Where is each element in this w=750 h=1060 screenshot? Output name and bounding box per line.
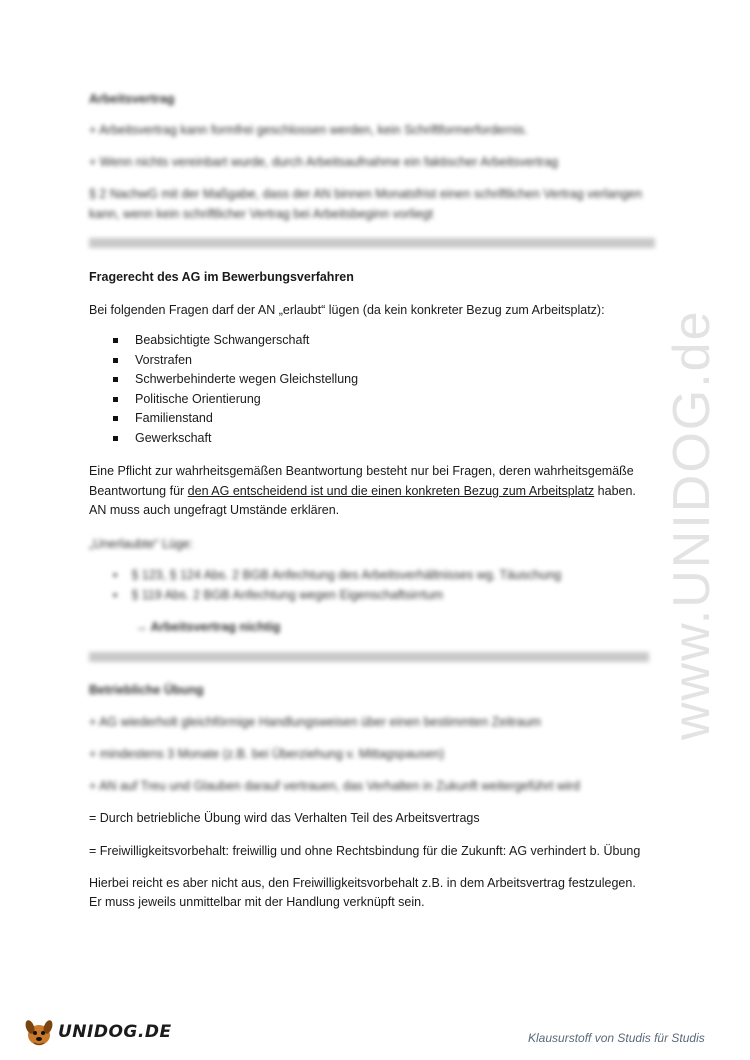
list-item: Beabsichtigte Schwangerschaft [113, 331, 358, 351]
square-bullet-icon [113, 358, 118, 363]
square-bullet-icon [113, 338, 118, 343]
blurred-list-item: ▪ § 119 Abs. 2 BGB Anfechtung wegen Eigenschaftsirrtum [113, 588, 444, 602]
list-item: Vorstrafen [113, 351, 358, 371]
list-item: Politische Orientierung [113, 390, 358, 410]
underlined-text: den AG entscheidend ist und die einen konkreten Bezug zum Arbeitsplatz [187, 484, 595, 498]
blurred-list-item: ▪ § 123, § 124 Abs. 2 BGB Anfechtung des Arbeitsverhältnisses wg. Täuschung [113, 568, 562, 582]
paragraph-line: Beantwortung für den AG entscheidend ist und die einen konkreten Bezug zum Arbeitsplatz haben. [89, 484, 636, 498]
conclusion-line: = Freiwilligkeitsvorbehalt: freiwillig und ohne Rechtsbindung für die Zukunft: AG verhindert b. Übung [89, 844, 641, 858]
footer-tagline: Klausurstoff von Studis für Studis [528, 1031, 705, 1045]
blurred-line: + AN auf Treu und Glauben darauf vertrauen, das Verhalten in Zukunft weitergeführt wird [89, 779, 580, 793]
paragraph-line: Hierbei reicht es aber nicht aus, den Freiwilligkeitsvorbehalt z.B. in dem Arbeitsvertrag festzulegen. [89, 876, 636, 890]
footer-logo [22, 1012, 172, 1052]
square-bullet-icon [113, 397, 118, 402]
watermark-text: www.UNIDOG.de [663, 309, 721, 740]
logo-text: UNIDOG.DE [58, 1022, 172, 1042]
blurred-heading: „Unerlaubte“ Lüge: [89, 537, 194, 551]
conclusion-line: = Durch betriebliche Übung wird das Verhalten Teil des Arbeitsvertrags [89, 811, 480, 825]
paragraph-line: AN muss auch ungefragt Umstände erklären. [89, 503, 340, 517]
paragraph-line: Er muss jeweils unmittelbar mit der Handlung verknüpft sein. [89, 895, 425, 909]
blurred-result: → Arbeitsvertrag nichtig [135, 620, 281, 634]
section-heading-fragerecht: Fragerecht des AG im Bewerbungsverfahren [89, 270, 354, 284]
blurred-line: + AG wiederholt gleichförmige Handlungsweisen über einen bestimmten Zeitraum [89, 715, 541, 729]
list-item: Familienstand [113, 409, 358, 429]
blurred-line: + mindestens 3 Monate (z.B. bei Überziehung v. Mittagspausen) [89, 747, 445, 761]
intro-text: Bei folgenden Fragen darf der AN „erlaubt“ lügen (da kein konkreter Bezug zum Arbeitsplatz): [89, 303, 605, 317]
list-item: Schwerbehinderte wegen Gleichstellung [113, 370, 358, 390]
blurred-line: + Wenn nichts vereinbart wurde, durch Arbeitsaufnahme ein faktischer Arbeitsvertrag [89, 155, 559, 169]
blurred-line: kann, wenn kein schriftlicher Vertrag bei Arbeitsbeginn vorliegt [89, 207, 433, 221]
question-list [113, 331, 358, 449]
section-heading-betriebliche-uebung: Betriebliche Übung [89, 683, 204, 697]
square-bullet-icon [113, 377, 118, 382]
section-heading-arbeitsvertrag: Arbeitsvertrag [89, 92, 175, 106]
paragraph-line: Eine Pflicht zur wahrheitsgemäßen Beantwortung besteht nur bei Fragen, deren wahrheitsgemäße [89, 464, 634, 478]
section-divider [89, 652, 649, 662]
section-divider [89, 238, 655, 248]
list-item: Gewerkschaft [113, 429, 358, 449]
blurred-line: § 2 NachwG mit der Maßgabe, dass der AN binnen Monatsfrist einen schriftlichen Vertrag verlangen [89, 187, 643, 201]
dog-mascot-icon [22, 1015, 56, 1049]
square-bullet-icon [113, 436, 118, 441]
square-bullet-icon [113, 416, 118, 421]
blurred-line: + Arbeitsvertrag kann formfrei geschlossen werden, kein Schriftformerfordernis. [89, 123, 528, 137]
